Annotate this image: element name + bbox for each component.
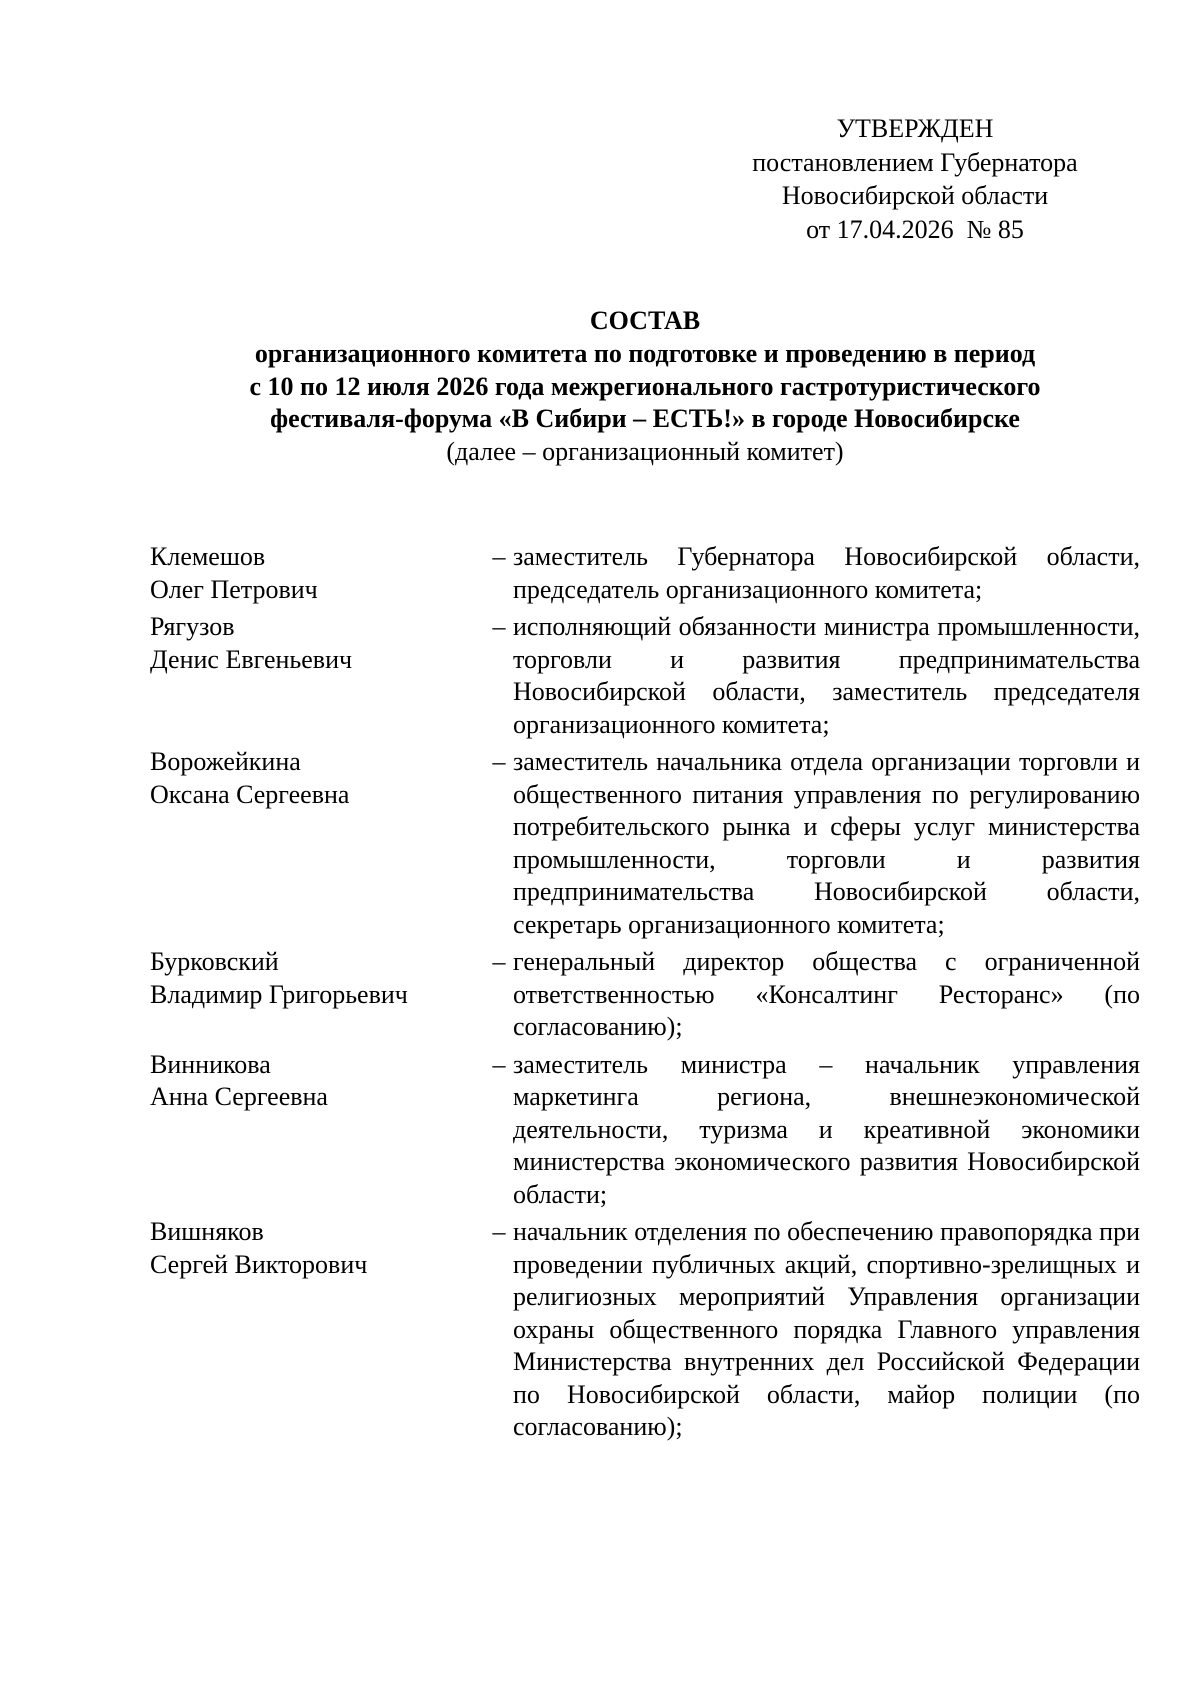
member-row (150, 1049, 1140, 1212)
approval-title: УТВЕРЖДЕН (836, 114, 994, 143)
dash-separator: – (492, 747, 506, 776)
member-row (150, 541, 1140, 606)
member-given-names: Владимир Григорьевич (150, 979, 408, 1009)
member-name (150, 541, 485, 606)
heading-line: организационного комитета по подготовке и проведению в период (254, 339, 1036, 368)
dash-separator: – (492, 542, 506, 571)
member-position: заместитель Губернатора Новосибирской области, председатель организационного комитета; (513, 542, 1140, 604)
approval-line: постановлением Губернатора (752, 147, 1078, 177)
dash-separator: – (492, 1217, 506, 1246)
member-given-names: Олег Петрович (150, 574, 318, 604)
member-name (150, 746, 485, 941)
member-surname: Клемешов (150, 542, 266, 571)
member-position: заместитель начальника отдела организации торговли и общественного питания управления по регулированию потребительского рынка и сферы услуг министерства промышленности, торговли и развития предпринимательства Новосибирской области, секретарь организационного комитета; (513, 747, 1140, 939)
approval-stamp (700, 112, 1130, 246)
member-row (150, 746, 1140, 941)
member-given-names: Сергей Викторович (150, 1249, 368, 1279)
member-position: генеральный директор общества с ограниченной ответственностью «Консалтинг Ресторанс» (по согласованию); (513, 947, 1140, 1041)
heading-subtitle: (далее – организационный комитет) (446, 436, 844, 466)
dash-separator: – (492, 1049, 506, 1079)
member-surname: Бурковский (150, 947, 279, 976)
member-name (150, 611, 485, 741)
dash-separator: – (492, 612, 506, 641)
member-surname: Вишняков (150, 1217, 264, 1246)
committee-members-list (150, 541, 1140, 1449)
member-name (150, 946, 485, 1044)
document-heading (150, 305, 1140, 468)
member-name (150, 1049, 485, 1212)
member-row (150, 946, 1140, 1044)
member-row (150, 611, 1140, 741)
approval-line: Новосибирской области (781, 181, 1049, 210)
member-given-names: Анна Сергеевна (150, 1082, 328, 1111)
member-given-names: Денис Евгеньевич (150, 644, 353, 674)
member-surname: Винникова (150, 1049, 271, 1079)
member-position: начальник отделения по обеспечению правопорядка при проведении публичных акций, спортивно-зрелищных и религиозных мероприятий Управления организации охраны общественного порядка Главного управления Министерства внутренних дел Российской Федерации по Новосибирской области, майор полиции (по согласованию); (513, 1217, 1140, 1441)
member-surname: Рягузов (150, 612, 235, 641)
member-position: заместитель министра – начальник управления маркетинга региона, внешнеэкономической деятельности, туризма и креативной экономики министерства экономического развития Новосибирской области; (513, 1049, 1140, 1209)
approval-date-number: от 17.04.2026 № 85 (806, 214, 1024, 244)
member-surname: Ворожейкина (150, 747, 301, 776)
dash-separator: – (492, 947, 506, 976)
member-row (150, 1216, 1140, 1444)
member-position: исполняющий обязанности министра промышленности, торговли и развития предпринимательства Новосибирской области, заместитель председателя организационного комитета; (513, 612, 1140, 739)
heading-line: фестиваля-форума «В Сибири – ЕСТЬ!» в городе Новосибирске (270, 404, 1020, 433)
member-name (150, 1216, 485, 1444)
document-title: СОСТАВ (589, 306, 701, 335)
member-given-names: Оксана Сергеевна (150, 779, 350, 809)
heading-line: с 10 по 12 июля 2026 года межрегионального гастротуристического (249, 371, 1041, 401)
